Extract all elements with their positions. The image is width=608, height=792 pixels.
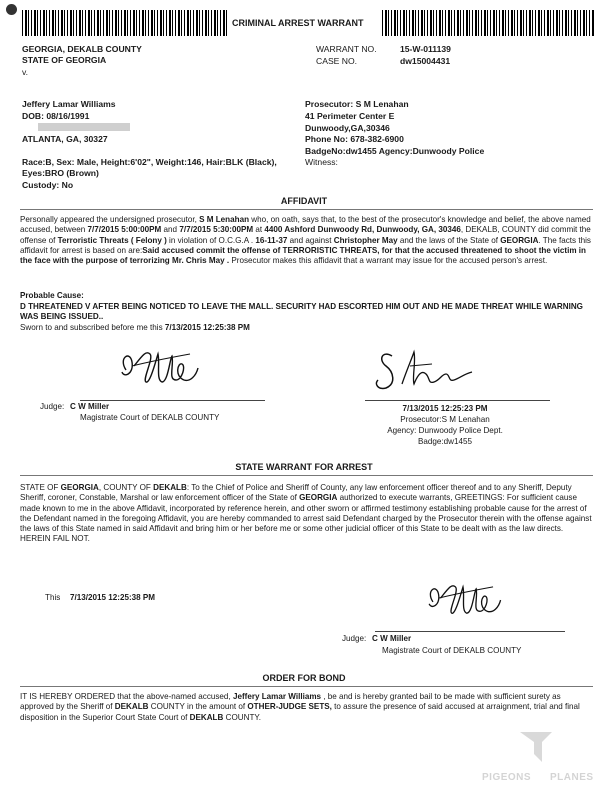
defendant-dob: DOB: 08/16/1991	[22, 111, 90, 121]
barcode-right	[382, 10, 594, 36]
redaction-box	[38, 123, 130, 131]
affidavit-heading: AFFIDAVIT	[280, 196, 328, 206]
warrant-judge-label: Judge:	[342, 634, 367, 643]
warrant-judge-name: C W Miller	[372, 634, 412, 643]
bond-heading: ORDER FOR BOND	[262, 673, 346, 683]
prosecutor-badge: BadgeNo:dw1455 Agency:Dunwoody Police	[305, 146, 485, 156]
prosecutor-sign-name: Prosecutor:S M Lenahan	[400, 415, 490, 424]
prosecutor-witness: Witness:	[305, 157, 338, 167]
state-warrant-body: STATE OF GEORGIA, COUNTY OF DEKALB: To the Chief of Police and Sheriff of County, any law enforcement officer thereof and to any Sheriff, Deputy Sheriff, coroner, Constable, Marshal or law enforcement officer of the State of GEORGIA authorized to execute warrants, GREETINGS: For sufficient cause made known to me in the above Affidavit, incorporated by reference herein, and other sworn or affirmed testimony establishing probable cause for the arrest of the Defendant named in the foregoing Affidavit, you are hereby commanded to arrest said Defendant charged by the Prosecutor therein with the offense against the laws of this State named in said Affidavit and bring him or her before me or some other judicial officer of this State to be dealt with as the law directs. HEREIN FAIL NOT.	[20, 483, 592, 544]
defendant-name: Jeffery Lamar Williams	[22, 99, 116, 109]
judge-signature-rule	[80, 400, 265, 401]
county-line: GEORGIA, DEKALB COUNTY	[22, 44, 142, 54]
watermark-text-right: PLANES	[550, 772, 594, 783]
prosecutor-signature	[372, 344, 482, 400]
prosecutor-sign-badge: Badge:dw1455	[417, 437, 472, 446]
warrant-judge-rule	[375, 631, 565, 632]
prosecutor-phone: Phone No: 678-382-6900	[305, 134, 404, 144]
document-title: CRIMINAL ARREST WARRANT	[232, 18, 364, 28]
versus: v.	[22, 67, 29, 77]
prosecutor-signature-rule	[365, 400, 550, 401]
warrant-no-label: WARRANT NO.	[316, 44, 377, 54]
state-warrant-heading: STATE WARRANT FOR ARREST	[235, 462, 373, 472]
seal-dot	[6, 4, 17, 15]
case-no-label: CASE NO.	[316, 56, 358, 66]
warrant-no: 15-W-011139	[400, 44, 451, 54]
defendant-description: Race:B, Sex: Male, Height:6'02", Weight:146, Hair:BLK (Black), Eyes:BRO (Brown)	[22, 157, 277, 178]
affidavit-judge-name: C W Miller	[70, 402, 110, 411]
this-label: This	[45, 593, 61, 602]
affidavit-judge-label: Judge:	[40, 402, 65, 411]
sworn-line: Sworn to and subscribed before me this 7/13/2015 12:25:38 PM	[20, 323, 250, 332]
prosecutor-name: Prosecutor: S M Lenahan	[305, 99, 409, 109]
prosecutor-sign-agency: Agency: Dunwoody Police Dept.	[387, 426, 503, 435]
probable-cause-label: Probable Cause:	[20, 291, 84, 300]
affidavit-rule	[20, 209, 593, 210]
prosecutor-city: Dunwoody,GA,30346	[305, 123, 390, 133]
bond-body: IT IS HEREBY ORDERED that the above-named accused, Jeffery Lamar Williams , be and is hereby granted bail to be made with sufficient surety as approved by the Sheriff of DEKALB COUNTY in the amount of OTHER-JUDGE SETS, to assure the presence of said accused at arraignment, trial and final disposition in the Superior Court State Court of DEKALB COUNTY.	[20, 692, 580, 722]
judge-signature	[112, 336, 204, 402]
defendant-custody: Custody: No	[22, 180, 74, 190]
case-no: dw15004431	[400, 56, 451, 66]
prosecutor-sign-date: 7/13/2015 12:25:23 PM	[402, 404, 488, 413]
state-line: STATE OF GEORGIA	[22, 55, 107, 65]
barcode-left	[22, 10, 227, 36]
prosecutor-address: 41 Perimeter Center E	[305, 111, 395, 121]
warrant-court: Magistrate Court of DEKALB COUNTY	[382, 646, 522, 655]
warrant-judge-signature	[418, 570, 508, 632]
watermark-text-left: PIGEONS	[482, 772, 532, 783]
watermark-logo	[518, 728, 554, 764]
this-date: 7/13/2015 12:25:38 PM	[70, 593, 156, 602]
probable-cause: D THREATENED V AFTER BEING NOTICED TO LEAVE THE MALL. SECURITY HAD ESCORTED HIM OUT AND HE MADE THREAT WHILE WARNING WAS BEING ISSUED..	[20, 302, 583, 322]
affidavit-body: Personally appeared the undersigned prosecutor, S M Lenahan who, on oath, says that, to the best of the prosecutor's knowledge and belief, the above named accused, between 7/7/2015 5:00:00PM and 7/7/2015 5:30:00PM at 4400 Ashford Dunwoody Rd, Dunwoody, GA, 30346, DEKALB, COUNTY did commit the offense of Terroristic Threats ( Felony ) in violation of O.C.G.A . 16-11-37 and against Christopher May and the laws of the State of GEORGIA. The facts this affidavit for arrest is based on are:Said accused commit the offense of TERRORISTIC THREATS, for that the accused threatened to shoot the victim in the face with the purpose of terrorizing Mr. Chris May . Prosecutor makes this affidavit that a warrant may issue for the accused person's arrest.	[20, 215, 591, 266]
bond-rule	[20, 686, 593, 687]
affidavit-court: Magistrate Court of DEKALB COUNTY	[80, 413, 220, 422]
state-warrant-rule	[20, 475, 593, 476]
defendant-city: ATLANTA, GA, 30327	[22, 134, 108, 144]
